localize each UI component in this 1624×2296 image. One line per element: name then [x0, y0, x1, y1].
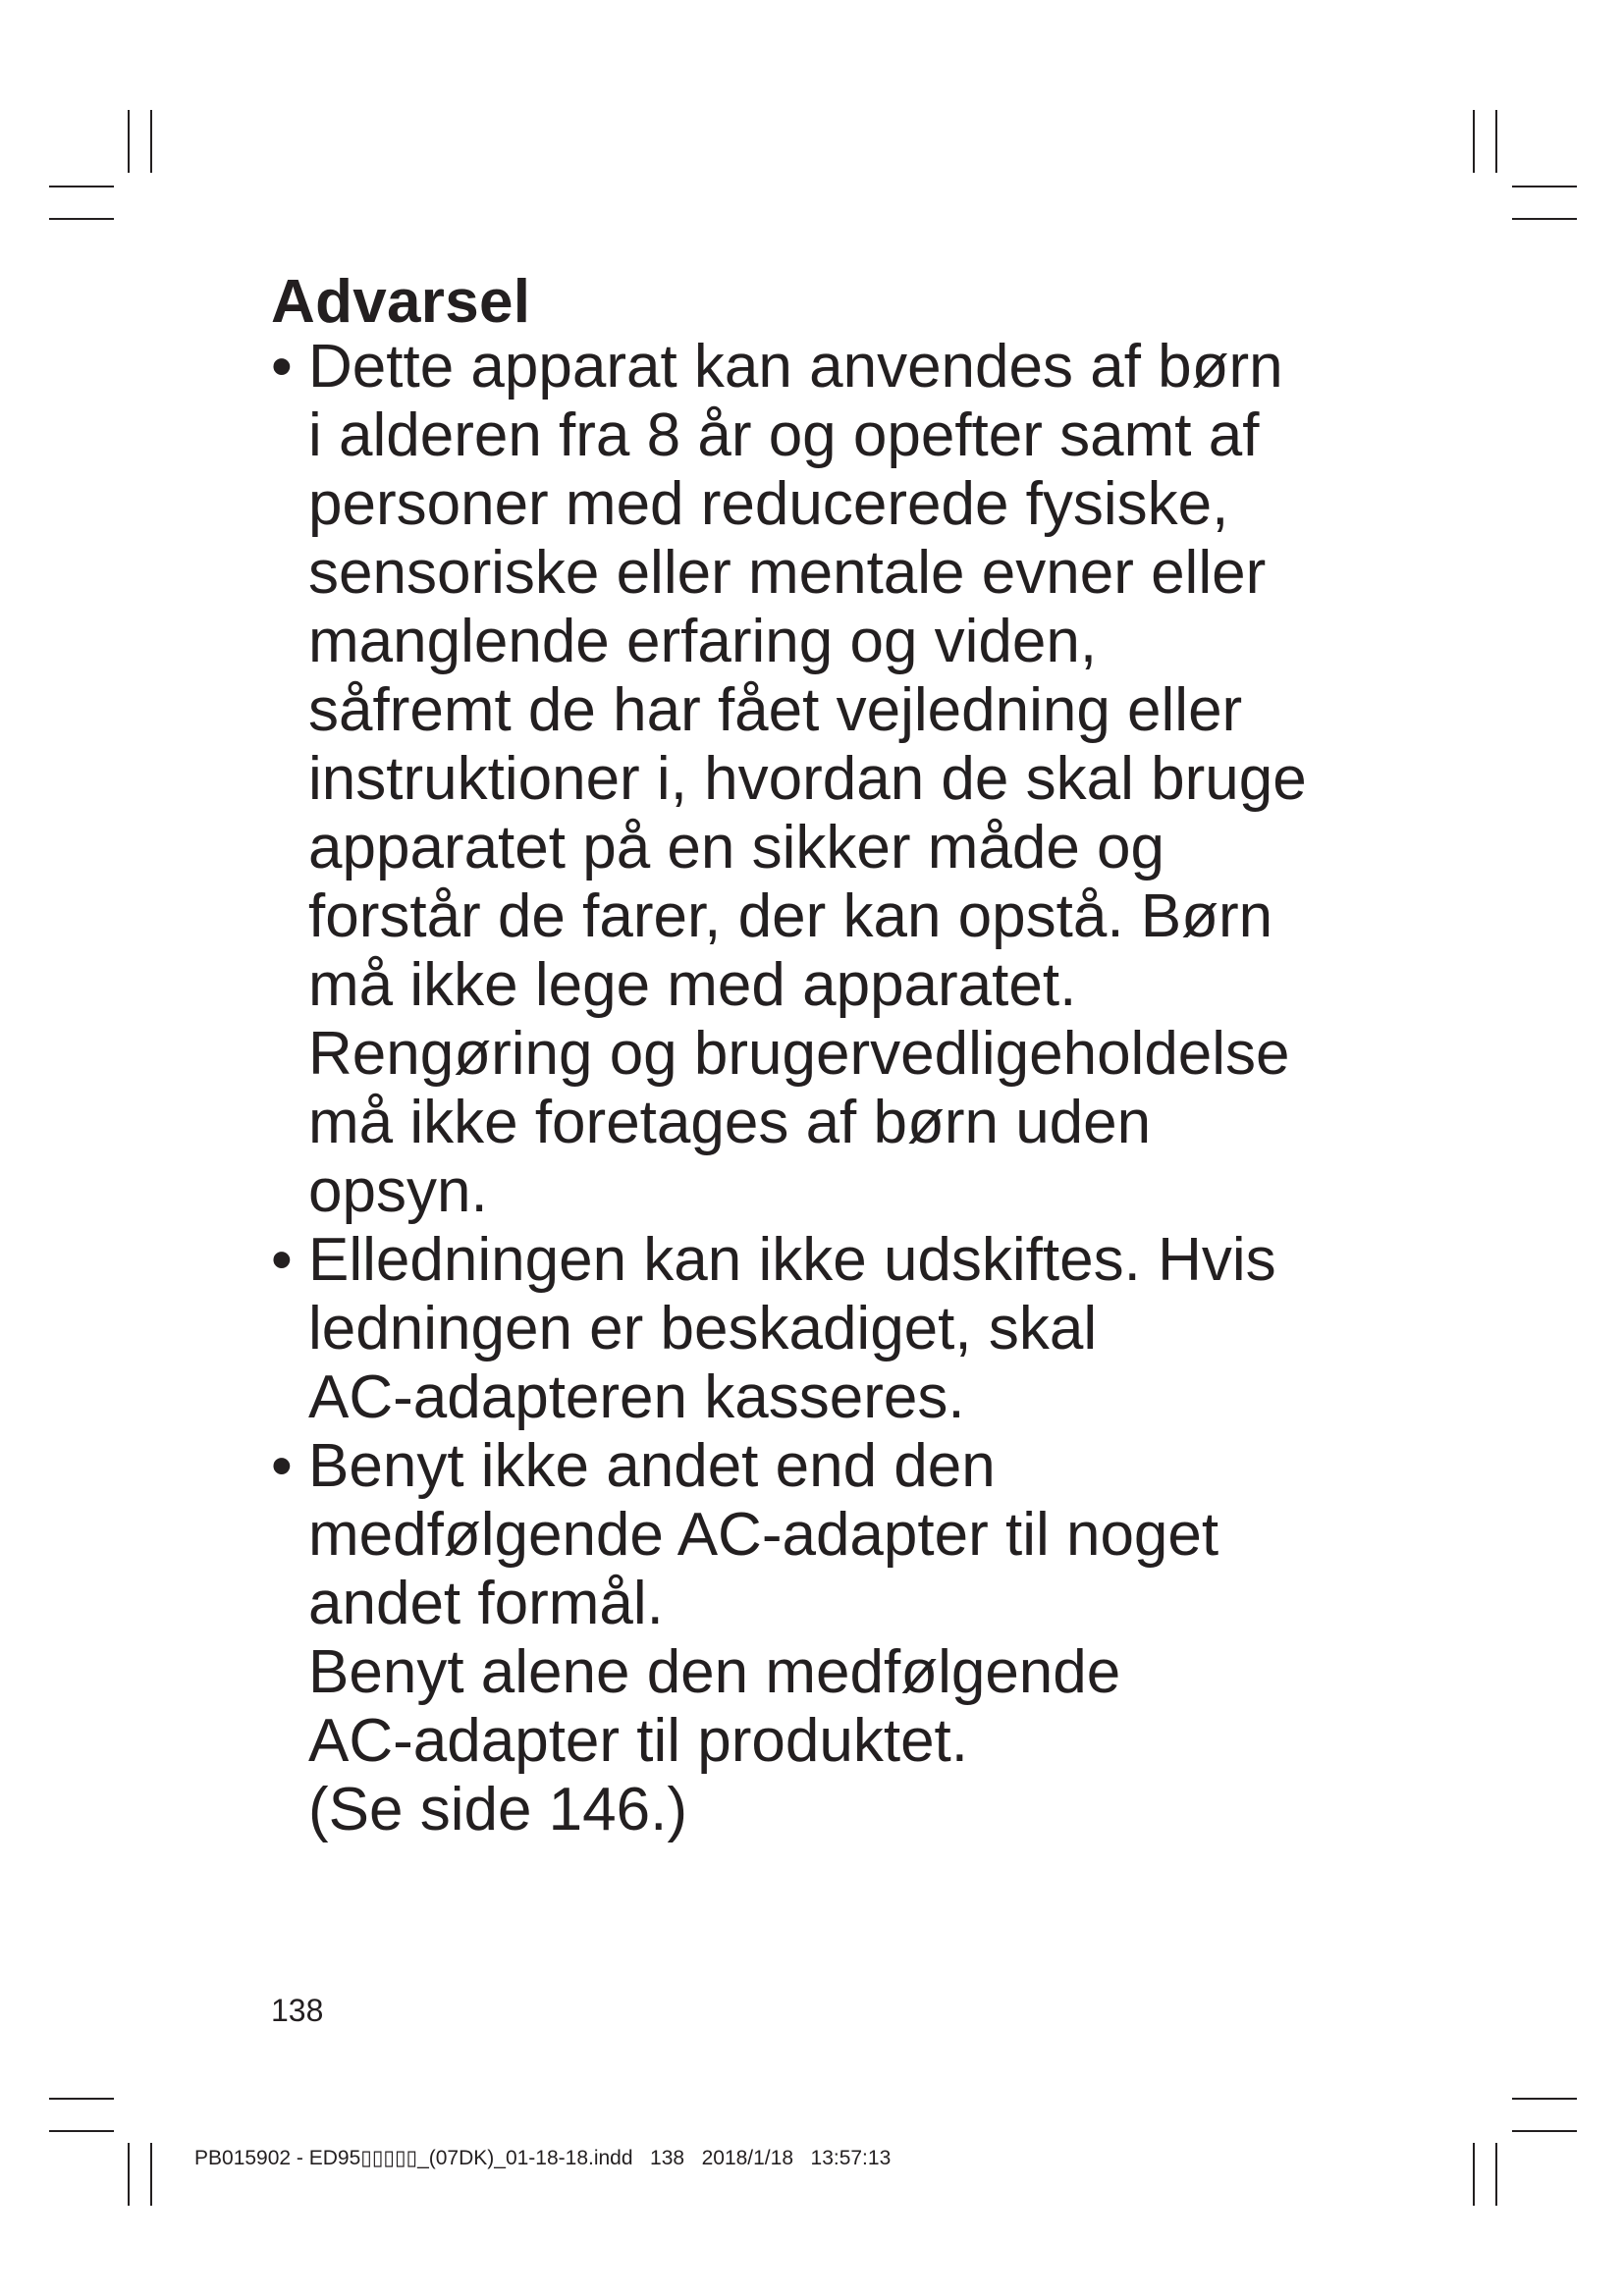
- text-line: AC-adapter til produktet.: [308, 1707, 969, 1775]
- text-line: ledningen er beskadiget, skal: [308, 1295, 1098, 1362]
- bullet-icon: •: [271, 333, 293, 400]
- crop-mark-top-left-h2: [49, 218, 114, 220]
- text-line: (Se side 146.): [308, 1776, 687, 1843]
- text-line: medfølgende AC-adapter til noget: [308, 1501, 1219, 1569]
- text-line: forstår de farer, der kan opstå. Børn: [308, 882, 1273, 950]
- list-item: [271, 1432, 1400, 1844]
- text-line: Dette apparat kan anvendes af børn: [308, 333, 1283, 400]
- text-line: AC-adapteren kasseres.: [308, 1363, 965, 1431]
- text-line: Elledningen kan ikke udskiftes. Hvis: [308, 1226, 1276, 1294]
- text-line: apparatet på en sikker måde og: [308, 814, 1164, 881]
- crop-mark-bottom-left-v1: [128, 2143, 130, 2206]
- text-line: personer med reducerede fysiske,: [308, 470, 1229, 538]
- crop-mark-bottom-right-v1: [1473, 2143, 1475, 2206]
- print-slug: PB015902 - ED95▯▯▯▯▯_(07DK)_01-18-18.indd 138 2018/1/18 13:57:13: [194, 2147, 892, 2169]
- text-line: Rengøring og brugervedligeholdelse: [308, 1020, 1290, 1088]
- text-line: må ikke foretages af børn uden: [308, 1089, 1152, 1156]
- text-line: Benyt alene den medfølgende: [308, 1638, 1121, 1706]
- crop-mark-bottom-right-h1: [1512, 2098, 1577, 2100]
- crop-mark-top-left-v1: [128, 110, 130, 173]
- crop-mark-bottom-left-h1: [49, 2098, 114, 2100]
- crop-mark-top-right-h1: [1512, 186, 1577, 187]
- page-number: 138: [271, 1993, 324, 2028]
- text-line: må ikke lege med apparatet.: [308, 951, 1077, 1019]
- crop-mark-top-left-v2: [150, 110, 152, 173]
- crop-mark-bottom-left-v2: [150, 2143, 152, 2206]
- list-item: [271, 1226, 1400, 1432]
- crop-mark-bottom-right-v2: [1495, 2143, 1497, 2206]
- text-line: Benyt ikke andet end den: [308, 1432, 996, 1500]
- warning-list: [271, 333, 1400, 1844]
- text-line: såfremt de har fået vejledning eller: [308, 676, 1243, 744]
- section-heading: Advarsel: [271, 268, 531, 336]
- list-item: [271, 333, 1400, 1226]
- text-line: instruktioner i, hvordan de skal bruge: [308, 745, 1307, 813]
- text-line: opsyn.: [308, 1157, 488, 1225]
- text-line: andet formål.: [308, 1570, 664, 1637]
- text-line: manglende erfaring og viden,: [308, 608, 1098, 675]
- crop-mark-top-right-h2: [1512, 218, 1577, 220]
- bullet-icon: •: [271, 1432, 293, 1500]
- crop-mark-bottom-left-h2: [49, 2130, 114, 2132]
- text-line: sensoriske eller mentale evner eller: [308, 539, 1267, 607]
- text-line: i alderen fra 8 år og opefter samt af: [308, 401, 1260, 469]
- crop-mark-top-right-v2: [1495, 110, 1497, 173]
- crop-mark-top-left-h1: [49, 186, 114, 187]
- crop-mark-bottom-right-h2: [1512, 2130, 1577, 2132]
- bullet-icon: •: [271, 1226, 293, 1294]
- crop-mark-top-right-v1: [1473, 110, 1475, 173]
